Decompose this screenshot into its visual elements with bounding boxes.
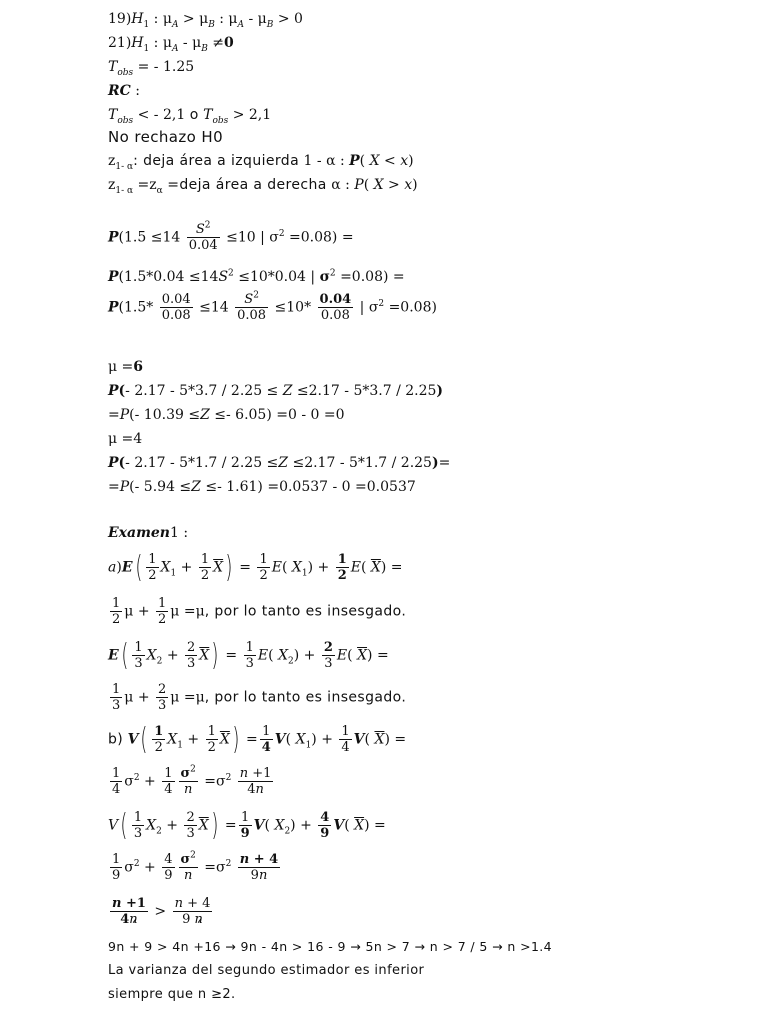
expectation-b-1: E( $\frac{1}{3}$ $X_2$ + $\frac{2}{3}$ $\overline{X}$) = $\frac{1}{3}$ E( $X_2$) + $\frac{2}{3}$ E( $\overline{X}$) = [108,637,389,673]
conclusion-line-1: La varianza del segundo estimador es inferior [108,963,425,978]
expectation-a-1: a)E( $\frac{1}{2}$ $X_1$ + $\frac{1}{2}$ $\overline{X}$) = $\frac{1}{2}$ E( $X_1$) + $\frac{1}{2}$ E( $\overline{X}$) = [108,549,403,585]
mu-6: μ =6 [108,359,144,375]
chi-prob-line-2: $P(1.5*0.04 \le 14S^2 \le 10*0.04$ | $\sigma^2 =0.08$) = [108,268,405,285]
prob-mu-6-a: P(- 2.17 - 5*3.7 / 2.25 ≤ Z ≤2.17 - 5*3.7 / 2.25) [108,383,444,399]
hypothesis-21: $21)H_1$ : $\mu_A - \mu_B \ne 0$ [108,35,234,54]
chi-prob-line-1: P(1.5 ≤14 $\frac{S^2}{0.04}$ ≤10 | $\sigma^2 =0.08$) = [108,220,354,253]
expectation-a-2: $\frac{1}{2}$ μ + $\frac{1}{2}$ μ =μ, por lo tanto es insesgado. [112,596,407,627]
prob-mu-4-b: =P(- 5.94 ≤Z ≤- 1.61) =0.0537 - 0 =0.0537 [108,479,416,495]
inequality-chain: 9n + 9 > 4n +16 → 9n - 4n > 16 - 9 → 5n > 7 → n > 7 / 5 → n >1.4 [108,939,553,954]
rc-label: RC : [108,83,140,99]
z-left-definition: $z_{1- \alpha}$: deja área a izquierda 1 - α : P( X < x) [108,153,414,172]
variance-b-1: V( $\frac{1}{3}$ $X_2$ + $\frac{2}{3}$ $\overline{X}$) = $\frac{1}{9}$ V( $X_2$) + $\frac{4}{9}$ V( $\overline{X}$) = [108,807,386,843]
z-right-text: =deja área a derecha [167,177,327,193]
critical-region: $T_{obs}$ < - 2,1 o $T_{obs} > 2,1$ [108,107,272,126]
t-obs-value: $T_{obs}$ = - 1.25 [108,59,195,78]
z-right-definition: $z_{1- \alpha} =z_\alpha$ =deja área a derecha α : P( X > x) [108,177,418,196]
prob-mu-4-a: P(- 2.17 - 5*1.7 / 2.25 ≤Z ≤2.17 - 5*1.7 / 2.25)= [108,455,451,471]
exam-heading: Examen1 : [108,525,189,541]
hypothesis-19: $19)H_1$ : $\mu_A > \mu_B$ : $\mu_A - \mu_B > 0$ [108,11,303,30]
variance-compare: $\frac{n +1}{4n}$ > $\frac{n + 4}{9 n}$ [112,896,211,927]
conclusion-line-2: siempre que n ≥2. [108,987,236,1002]
unbiased-text-1: , por lo tanto es insesgado. [204,603,407,620]
variance-a-1: b) V( $\frac{1}{2}$ $X_1$ + $\frac{1}{2}$ $\overline{X}$) = $\frac{1}{4}$ V( $X_1$) + $\frac{1}{4}$ V( $\overline{X}$) = [108,721,407,757]
chi-prob-line-3: P(1.5* $\frac{0.04}{0.08}$ ≤14 $\frac{S^2}{0.08}$ ≤10* $\frac{0.04}{0.08}$ | $\sigma^2 =0.08$) [108,290,437,323]
decision-text: No rechazo H0 [108,128,224,146]
expectation-b-2: $\frac{1}{3}$ μ + $\frac{2}{3}$ μ =μ, por lo tanto es insesgado. [112,682,407,713]
prob-mu-6-b: =P(- 10.39 ≤Z ≤- 6.05) =0 - 0 =0 [108,407,345,423]
mu-4: μ =4 [108,431,143,447]
z-left-text: : deja área a izquierda [133,153,300,169]
unbiased-text-2: , por lo tanto es insesgado. [204,689,407,706]
variance-a-2: $\frac{1}{4}$ $\sigma^2$ + $\frac{1}{4}$ $\frac{\sigma^2}{n}$ $=\sigma^2$ $\frac{n +1}{4n}$ [112,764,272,797]
variance-b-2: $\frac{1}{9}$ $\sigma^2$ + $\frac{4}{9}$ $\frac{\sigma^2}{n}$ $=\sigma^2$ $\frac{n + 4}{9n}$ [112,850,279,883]
